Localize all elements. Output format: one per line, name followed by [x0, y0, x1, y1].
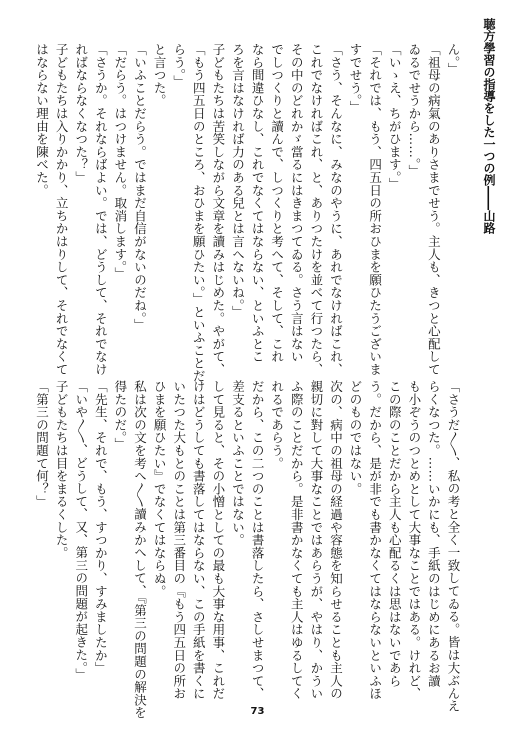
running-header: 聴方學習の指導をした一つの例――山路: [482, 18, 496, 234]
upper-text-block: ん。」 「祖母の病氣のありさまでせう。主人も、きつと心配して ゐるでせうから……。」 「いゝえ、ちがひます。」 「それでは、もう、四五日の所おひまを願ひたうございま すでせう。」 「さう、そんなに、みなのやうに、あれでなければこれ、 これでなければこれ、と、ありつたけを並べて行つたら、 その中のどれかゞ當るにはきまつてゐる。さう言はない でしつくりと讀んで、しつくりと考へて、そして、これ なら間違ひなし、これでなくてはならない、といふとこ ろを言はなければ力のある兒とは言へないね。」 子どもたちは苦笑しながら文章を讀みはじめた。やがて、 「もう四五日のところ、おひまを願ひたい。」といふことだ らう。」 と言つた。 「いふことだらう。ではまだ自信がないのだね。」 「だらう。はつけません。取消します。」 「さうか。それならばよい。では、どうして、それでなけ ればならなくなつた？」 子どもたちは入りかかり、立ちかはりして、それでなくて はならない理由を陳べた。: [34, 43, 461, 383]
page-number: 73: [250, 706, 265, 717]
lower-text-block: 「さうだ〳〵、私の考と全く一致してゐる。皆は大ぶんえ らくなつた。……いかにも、手紙のはじめにあるお讀 も小ぞうのつとめとして大事なことではある。けれど、 この際のことだから主人も心配るくは思はないであら う。だから、是が非でも書かなくてはならないといふほ どのものではない。 次の、病中の祖母の経過や容態を知らせることも主人の 親切に對して大事なことではあらうが、やはり、かうい ふ際のことだから。是非書かなくても主人はゆるしてく れるであらう。 だから、この二つのことは書落したら、さしせまつて、 差支るといふことではない。 して見ると、その小憎としての最も大事な用事、これだ けはどうしても書落してはならない、この手紙を書くに いたつた大もとのことは第三番目の『もう四五日の所お ひまを願ひたい』でなくてはならぬ。 私は次の文を考へ〳〵讀みかへして、『第三の問題の解決を 得たのだ。」 「先生、それで、もう、すつかり、すみましたか」 「いや〳〵、どうして、又、第三の問題が起きた。」 子どもたちは目をまるくした。 「第三の問題て何？」: [34, 380, 461, 720]
